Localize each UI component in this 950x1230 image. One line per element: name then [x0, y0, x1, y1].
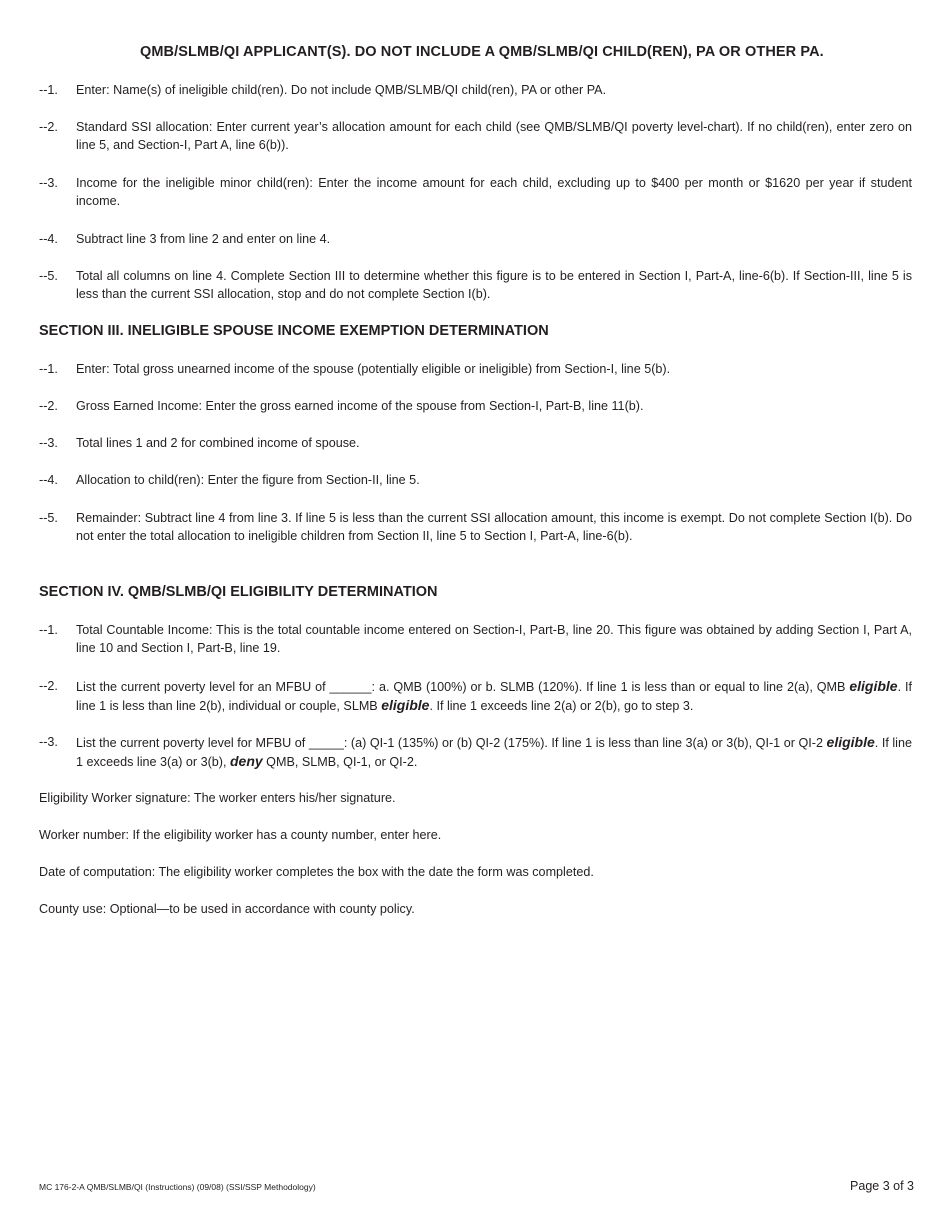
item-number: --3.: [39, 735, 58, 749]
item-text: Total all columns on line 4. Complete Section III to determine whether this figure is to be entered in Section I, Part-A, line-6(b). If Section-III, line 5 is less than the current SSI allocation, stop and do not complete Section I(b).: [76, 269, 912, 301]
note-date: Date of computation: The eligibility worker completes the box with the date the form was completed.: [39, 865, 594, 879]
note-county-use: County use: Optional—to be used in accordance with county policy.: [39, 902, 415, 916]
list-item: [39, 677, 912, 715]
item-text: Total lines 1 and 2 for combined income of spouse.: [76, 436, 360, 450]
item-number: --1.: [39, 362, 58, 376]
item-number: --3.: [39, 436, 58, 450]
list-item: [39, 267, 912, 303]
emphasis-eligible: eligible: [849, 678, 898, 694]
item-text: Total Countable Income: This is the total countable income entered on Section-I, Part-B, line 20. This figure was obtained by adding Section I, Part A, line 10 and Section I, Part-B, line 19.: [76, 623, 912, 655]
list-item: [39, 434, 912, 452]
list-item: [39, 733, 912, 771]
list-item: [39, 360, 912, 378]
item-text: Income for the ineligible minor child(ren): Enter the income amount for each child, excluding up to $400 per month or $1620 per year if student income.: [76, 176, 912, 208]
list-item: [39, 397, 912, 415]
list-item: [39, 509, 912, 545]
list-item: [39, 621, 912, 657]
text-run: QMB, SLMB, QI-1, or QI-2.: [262, 755, 418, 769]
item-number: --1.: [39, 623, 58, 637]
section-3-title: SECTION III. INELIGIBLE SPOUSE INCOME EXEMPTION DETERMINATION: [39, 323, 549, 339]
list-item: [39, 118, 912, 154]
emphasis-eligible: eligible: [381, 697, 430, 713]
item-text: Standard SSI allocation: Enter current year’s allocation amount for each child (see QMB/SLMB/QI poverty level-chart). If no child(ren), enter zero on line 5, and Section-I, Part A, line 6(b)).: [76, 120, 912, 152]
item-text: Gross Earned Income: Enter the gross earned income of the spouse from Section-I, Part-B, line 11(b).: [76, 399, 644, 413]
item-text: Remainder: Subtract line 4 from line 3. If line 5 is less than the current SSI allocation amount, this income is exempt. Do not complete Section I(b). Do not enter the total allocation to ineligible children from Section II, line 5 to Section I, Part-A, line-6(b).: [76, 511, 912, 543]
item-text: Subtract line 3 from line 2 and enter on line 4.: [76, 232, 331, 246]
item-text: Enter: Name(s) of ineligible child(ren). Do not include QMB/SLMB/QI child(ren), PA or other PA.: [76, 83, 607, 97]
item-number: --2.: [39, 120, 58, 134]
item-number: --5.: [39, 511, 58, 525]
section-4-title: SECTION IV. QMB/SLMB/QI ELIGIBILITY DETERMINATION: [39, 584, 438, 600]
item-number: --2.: [39, 679, 58, 693]
emphasis-deny: deny: [230, 753, 263, 769]
list-item: [39, 471, 912, 489]
text-run: . If line 1 exceeds line 2(a) or 2(b), go to step 3.: [429, 699, 694, 713]
item-text: Enter: Total gross unearned income of the spouse (potentially eligible or ineligible) from Section-I, line 5(b).: [76, 362, 671, 376]
text-run: . If line 1 is less than line 2(b), individual or couple, SLMB: [76, 680, 912, 713]
page-header: QMB/SLMB/QI APPLICANT(S). DO NOT INCLUDE A QMB/SLMB/QI CHILD(REN), PA OR OTHER PA.: [140, 44, 824, 60]
item-text: [76, 677, 912, 715]
item-text: Allocation to child(ren): Enter the figure from Section-II, line 5.: [76, 473, 420, 487]
page-number: Page 3 of 3: [850, 1179, 914, 1193]
list-item: [39, 81, 912, 99]
item-number: --4.: [39, 232, 58, 246]
item-number: --1.: [39, 83, 58, 97]
text-run: List the current poverty level for an MFBU of ______: a. QMB (100%) or b. SLMB (120%). If line 1 is less than or equal to line 2(a), QMB: [76, 680, 850, 694]
item-number: --5.: [39, 269, 58, 283]
form-id: MC 176-2-A QMB/SLMB/QI (Instructions) (09/08) (SSI/SSP Methodology): [39, 1182, 316, 1192]
text-run: . If line 1 exceeds line 3(a) or 3(b),: [76, 736, 912, 769]
note-worker-number: Worker number: If the eligibility worker has a county number, enter here.: [39, 828, 442, 842]
text-run: List the current poverty level for MFBU of _____: (a) QI-1 (135%) or (b) QI-2 (175%). If line 1 is less than line 3(a) or 3(b), QI-1 or QI-2: [76, 736, 827, 750]
item-number: --4.: [39, 473, 58, 487]
list-item: [39, 174, 912, 210]
note-signature: Eligibility Worker signature: The worker enters his/her signature.: [39, 791, 396, 805]
item-number: --2.: [39, 399, 58, 413]
list-item: [39, 230, 912, 248]
emphasis-eligible: eligible: [826, 734, 875, 750]
item-text: [76, 733, 912, 771]
item-number: --3.: [39, 176, 58, 190]
